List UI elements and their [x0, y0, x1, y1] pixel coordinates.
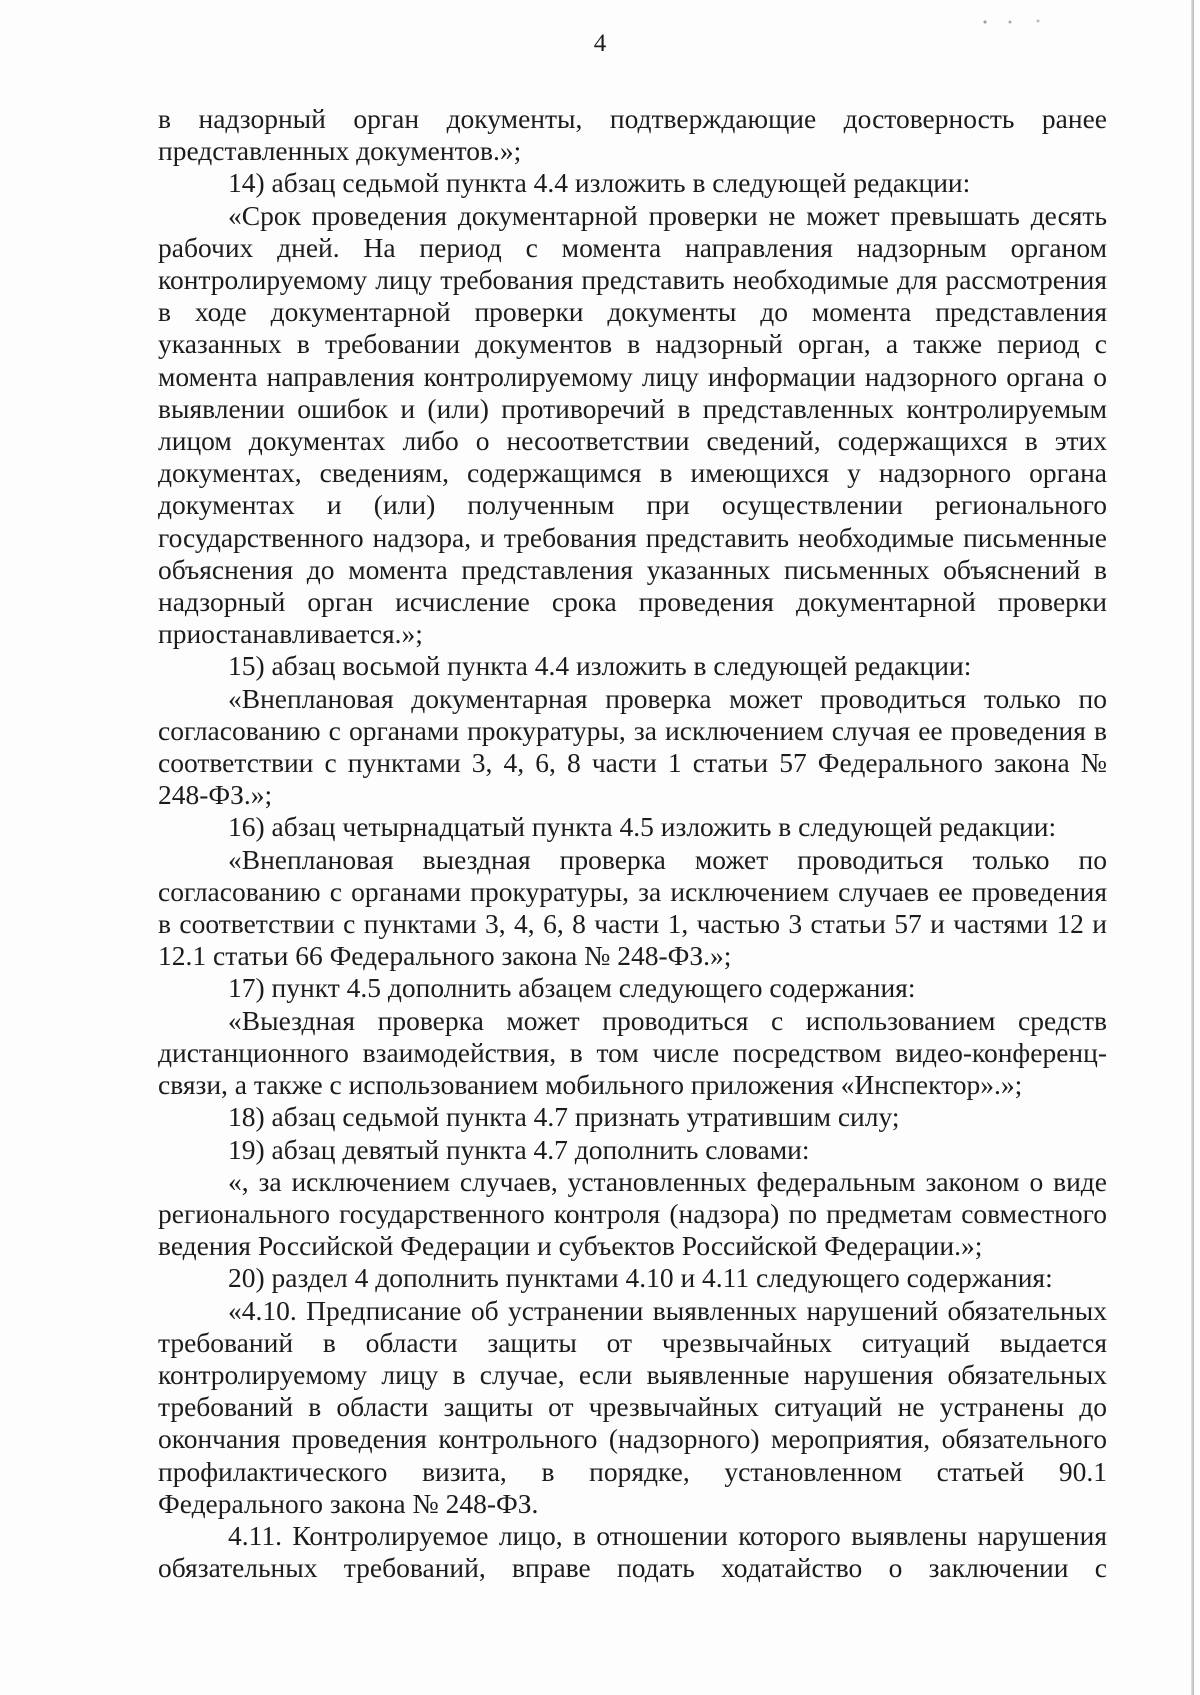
amendment-text-16: «Внеплановая выездная проверка может проводиться только по согласованию с органами прокуратуры, за исключением случаев ее проведения в соответствии с пунктами 3, 4, 6, 8 части 1, частью 3 статьи 57 и частями 12 и 12.1 статьи 66 Федерального закона № 248-ФЗ.»;	[158, 843, 1107, 972]
amendment-item-17: 17) пункт 4.5 дополнить абзацем следующего содержания:	[228, 972, 916, 1004]
amendment-item-14: 14) абзац седьмой пункта 4.4 изложить в следующей редакции:	[228, 167, 971, 199]
paragraph-continuation: в надзорный орган документы, подтверждающие достоверность ранее представленных документов.»;	[158, 103, 1107, 167]
amendment-item-15: 15) абзац восьмой пункта 4.4 изложить в следующей редакции:	[228, 650, 972, 682]
scan-noise-marks	[980, 18, 1050, 26]
page-number: 4	[593, 30, 607, 57]
amendment-text-19: «, за исключением случаев, установленных федеральным законом о виде регионального государственного контроля (надзора) по предметам совместного ведения Российской Федерации и субъектов Российской Федерации.»;	[158, 1165, 1107, 1262]
document-body	[158, 103, 1107, 1584]
amendment-item-16: 16) абзац четырнадцатый пункта 4.5 изложить в следующей редакции:	[228, 811, 1057, 843]
amendment-text-17: «Выездная проверка может проводиться с использованием средств дистанционного взаимодействия, в том числе посредством видео-конференц-связи, а также с использованием мобильного приложения «Инспектор».»;	[158, 1004, 1107, 1101]
clause-4-11: 4.11. Контролируемое лицо, в отношении которого выявлены нарушения обязательных требований, вправе подать ходатайство о заключении с	[158, 1519, 1107, 1584]
amendment-text-15: «Внеплановая документарная проверка может проводиться только по согласованию с органами прокуратуры, за исключением случая ее проведения в соответствии с пунктами 3, 4, 6, 8 части 1 статьи 57 Федерального закона № 248-ФЗ.»;	[158, 682, 1107, 811]
clause-4-10: «4.10. Предписание об устранении выявленных нарушений обязательных требований в области защиты от чрезвычайных ситуаций выдается контролируемому лицу в случае, если выявленные нарушения обязательных требований в области защиты от чрезвычайных ситуаций не устранены до окончания проведения контрольного (надзорного) мероприятия, обязательного профилактического визита, в порядке, установленном статьей 90.1 Федерального закона № 248-ФЗ.	[158, 1294, 1107, 1519]
amendment-text-14: «Срок проведения документарной проверки не может превышать десять рабочих дней. На период с момента направления надзорным органом контролируемому лицу требования представить необходимые для рассмотрения в ходе документарной проверки документы до момента представления указанных в требовании документов в надзорный орган, а также период с момента направления контролируемому лицу информации надзорного органа о выявлении ошибок и (или) противоречий в представленных контролируемым лицом документах либо о несоответствии сведений, содержащихся в этих документах, сведениям, содержащимся в имеющихся у надзорного органа документах и (или) полученным при осуществлении регионального государственного надзора, и требования представить необходимые письменные объяснения до момента представления указанных письменных объяснений в надзорный орган исчисление срока проведения документарной проверки приостанавливается.»;	[158, 199, 1107, 650]
scan-edge-shadow	[1191, 0, 1194, 1695]
amendment-item-19: 19) абзац девятый пункта 4.7 дополнить словами:	[228, 1133, 810, 1165]
amendment-item-18: 18) абзац седьмой пункта 4.7 признать утратившим силу;	[228, 1101, 900, 1133]
amendment-item-20: 20) раздел 4 дополнить пунктами 4.10 и 4.11 следующего содержания:	[228, 1262, 1053, 1294]
